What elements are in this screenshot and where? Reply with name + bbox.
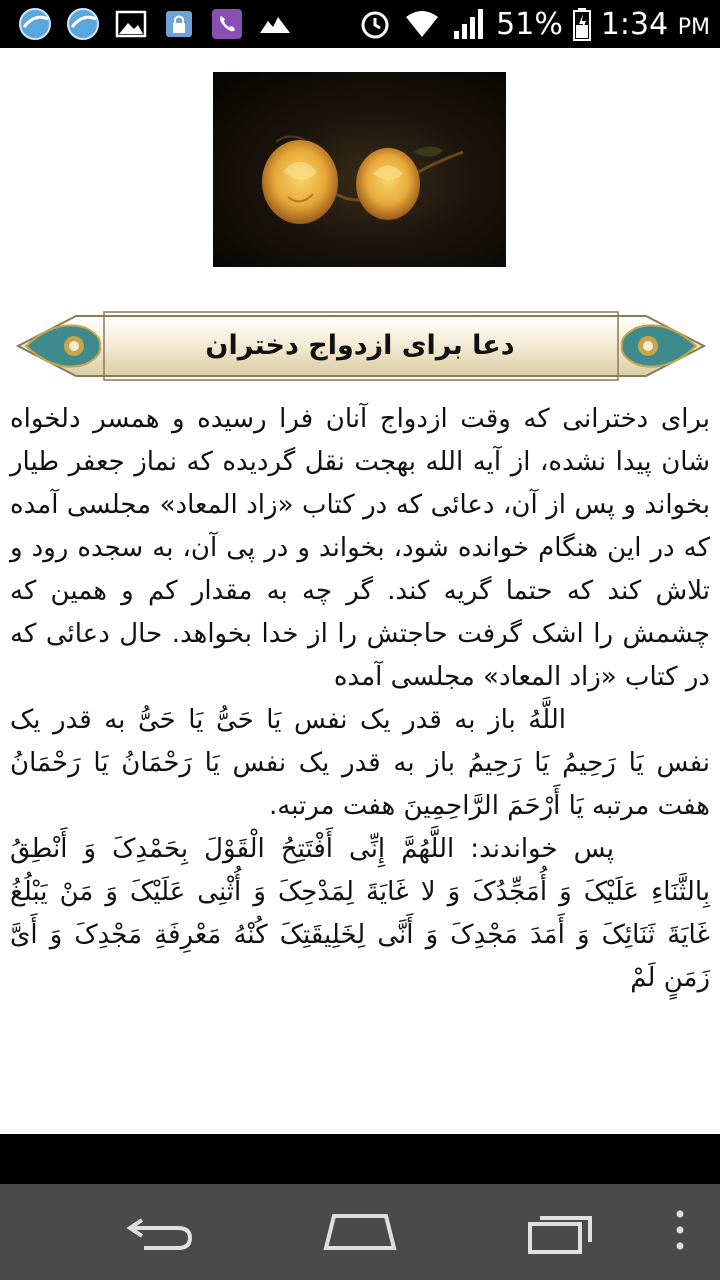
gallery-icon xyxy=(114,7,148,41)
recent-apps-icon[interactable] xyxy=(520,1202,600,1262)
signal-icon xyxy=(452,7,486,41)
clock xyxy=(601,7,710,42)
cloud-icon xyxy=(258,7,292,41)
status-bar xyxy=(0,0,720,48)
lock-icon xyxy=(162,7,196,41)
bottom-strip xyxy=(0,1134,720,1184)
viber-icon xyxy=(210,7,244,41)
article-view[interactable] xyxy=(0,48,720,1134)
wifi-icon xyxy=(402,7,442,41)
alarm-icon xyxy=(358,7,392,41)
browser-icon xyxy=(18,7,52,41)
home-icon[interactable] xyxy=(320,1202,400,1262)
battery-percent: 51% xyxy=(496,6,563,42)
status-right xyxy=(358,0,710,48)
paragraph: اللَّهُ باز به قدر یک نفس یَا حَیُّ یَا حَیُّ به قدر یک نفس یَا رَحِیمُ یَا رَحِیمُ باز به قدر یک نفس یَا رَحْمَانُ یَا رَحْمَانُ هفت مرتبه یَا أَرْحَمَ الرَّاحِمِینَ هفت مرتبه. xyxy=(10,705,710,821)
navigation-bar xyxy=(0,1184,720,1280)
browser-icon xyxy=(66,7,100,41)
article-title: دعا برای ازدواج دختران xyxy=(205,330,515,361)
clock-time: 1:34 xyxy=(600,6,669,42)
battery-charging-icon xyxy=(573,7,591,41)
menu-icon[interactable] xyxy=(640,1202,720,1262)
article-body xyxy=(10,398,710,1000)
paragraph: پس خواندند: اللَّهُمَّ إِنِّی أَفْتَتِحُ الْقَوْلَ بِحَمْدِکَ وَ أَنْطِقُ بِالثَّنَاءِ عَلَیْکَ وَ أُمَجِّدُکَ وَ لا غَایَةَ لِمَدْحِکَ وَ أُثْنِی عَلَیْکَ وَ مَنْ یَبْلُغُ غَایَةَ ثَنَائِکَ وَ أَمَدَ مَجْدِکَ وَ أَنَّی لِخَلِیقَتِکَ کُنْهُ مَعْرِفَةِ مَجْدِکَ وَ أَیَّ زَمَنٍ لَمْ xyxy=(10,834,710,993)
paragraph: برای دخترانی که وقت ازدواج آنان فرا رسیده و همسر دلخواه شان پیدا نشده، از آیه الله بهجت نقل گردیده که نماز جعفر طیار بخواند و پس از آن، دعائی که در کتاب «زاد المعاد» مجلسی آمده که در این هنگام خوانده شود، بخواند و در پی آن، به سجده رود و تلاش کند که حتما گریه کند. گر چه به مقدار کم و همین که چشمش را اشک گرفت حاجتش را از خدا بخواهد. حال دعائی که در کتاب «زاد المعاد» مجلسی آمده xyxy=(10,404,710,692)
yellow-roses-image xyxy=(213,72,506,267)
back-icon[interactable] xyxy=(120,1202,200,1262)
clock-ampm: PM xyxy=(677,14,710,40)
